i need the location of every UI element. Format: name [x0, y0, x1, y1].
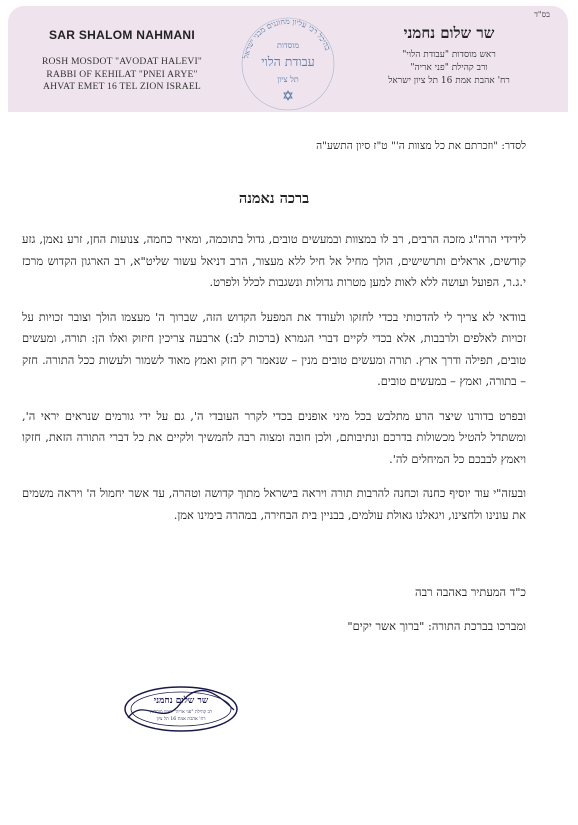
english-address-line: AHVAT EMET 16 TEL ZION ISRAEL — [43, 81, 201, 92]
seal-bottom-text: תל ציון — [277, 75, 299, 84]
hebrew-title-line: ראש מוסדות "עבודת הלוי" — [402, 50, 496, 60]
signoff-line: כ"ד המעתיר באהבה רבה — [415, 585, 526, 599]
letter-body — [22, 136, 526, 637]
date-line: לסדר: "וזכרתם את כל מצוות ה'" ט"ז סיון התשע"ה — [316, 140, 526, 152]
hebrew-name: שר שלום נחמני — [403, 24, 495, 42]
hebrew-header — [344, 24, 554, 88]
letter-paragraph: בוודאי לא צריך לי להדכותי בכדי לחזקו ולעודד את המפעל הקדוש הזה, שברוך ה' מעצמו הולך וצובר זכויות על זכויות לאלפים ולרבבות, אלא בכדי לקיים דברי הגמרא (ברכות לב:) ארבעה צריכין חיזוק ואלו הן: תורה, ומעשים טובים, תפילה ודרך ארץ. תורה ומעשים טובים מנין – שנאמר רק חזק ואמץ מאוד לשמור ולעשות ככל התורה. חזק – בתורה, ואמץ – במעשים טובים. — [22, 309, 526, 388]
english-title-line: RABBI OF KEHILAT "PNEI ARYE" — [46, 68, 198, 80]
letter-paragraph: לידידי הרה"ג מזכה הרבים, רב לו במצוות ובמעשים טובים, גדול בתוכמה, ומאיר כחמה, צנועות החן, זרע נאמן, גזע קודשים, אראלים ותרשישים, הולך מחיל אל חיל ללא מעצור, הרב דניאל עשור שליט"א, רב הארגון הקדוש מרכז י.ג.ר, הפועל ועושה ללא לאות למען מטרות גדולות ונשגבות לכלל ולפרט. — [22, 232, 526, 289]
english-name: SAR SHALOM NAHMANI — [48, 28, 196, 42]
hebrew-address-line: רח' אהבת אמת 16 תל ציון ישראל — [388, 76, 510, 86]
stamp-line: רח' אהבת אמת 16 תל ציון — [156, 717, 206, 722]
english-title-line: ROSH MOSDOT "AVODAT HALEVI" — [41, 56, 203, 67]
seal-center-title: עבודת הלוי — [261, 54, 315, 69]
letter-title: ברכה נאמנה — [238, 189, 310, 207]
seal-ring-text: בהיכל רבי עליון מחוננים מבני ישראל — [241, 16, 333, 60]
institution-seal — [238, 14, 338, 112]
stamp-outer-ring — [125, 687, 237, 731]
letter-paragraph: ובפרט בדורנו שיצר הרע מתלבש בכל מיני אופנים בכדי לקרר העובדי ה', גם על ידי גורמים שנראים יראי ה', ומשתדל להטיל מכשולות בדרכם ונתיבותם, ולכן חובה ומצוה רבה להמשיך ולקיים את כל דברי התורה הזאת, חזקו ויאמץ לבבכם כל המיחלים לה'. — [22, 408, 526, 466]
letterhead — [8, 6, 568, 112]
bsd-mark: בס"ד — [534, 10, 550, 19]
hebrew-title-line: ורב קהילת "פני אריה" — [410, 63, 488, 73]
signature-stamp — [122, 684, 240, 734]
stamp-line: רב קהילת "פני אריה" ראש מוסדות — [149, 710, 213, 715]
english-header — [22, 28, 222, 94]
stamp-name: שר שלום נחמני — [153, 696, 209, 706]
signoff-blessing: ומברכו בברכת התורה: "ברוך אשר יקים" — [347, 618, 526, 633]
seal-top-text: מוסדות — [276, 41, 300, 50]
signoff — [22, 582, 526, 637]
letter-paragraph: ובעזה"י עוד יוסיף כחנה וכחנה להרבות תורה ויראה בישראל מתוך קדושה וטהרה, עד אשר יחמול ה' ויראה משמים את עונינו ולחצינו, ויגאלנו גאולת עולמים, בבניין בית הבחירה, במהרה בימינו אמן. — [22, 486, 526, 522]
